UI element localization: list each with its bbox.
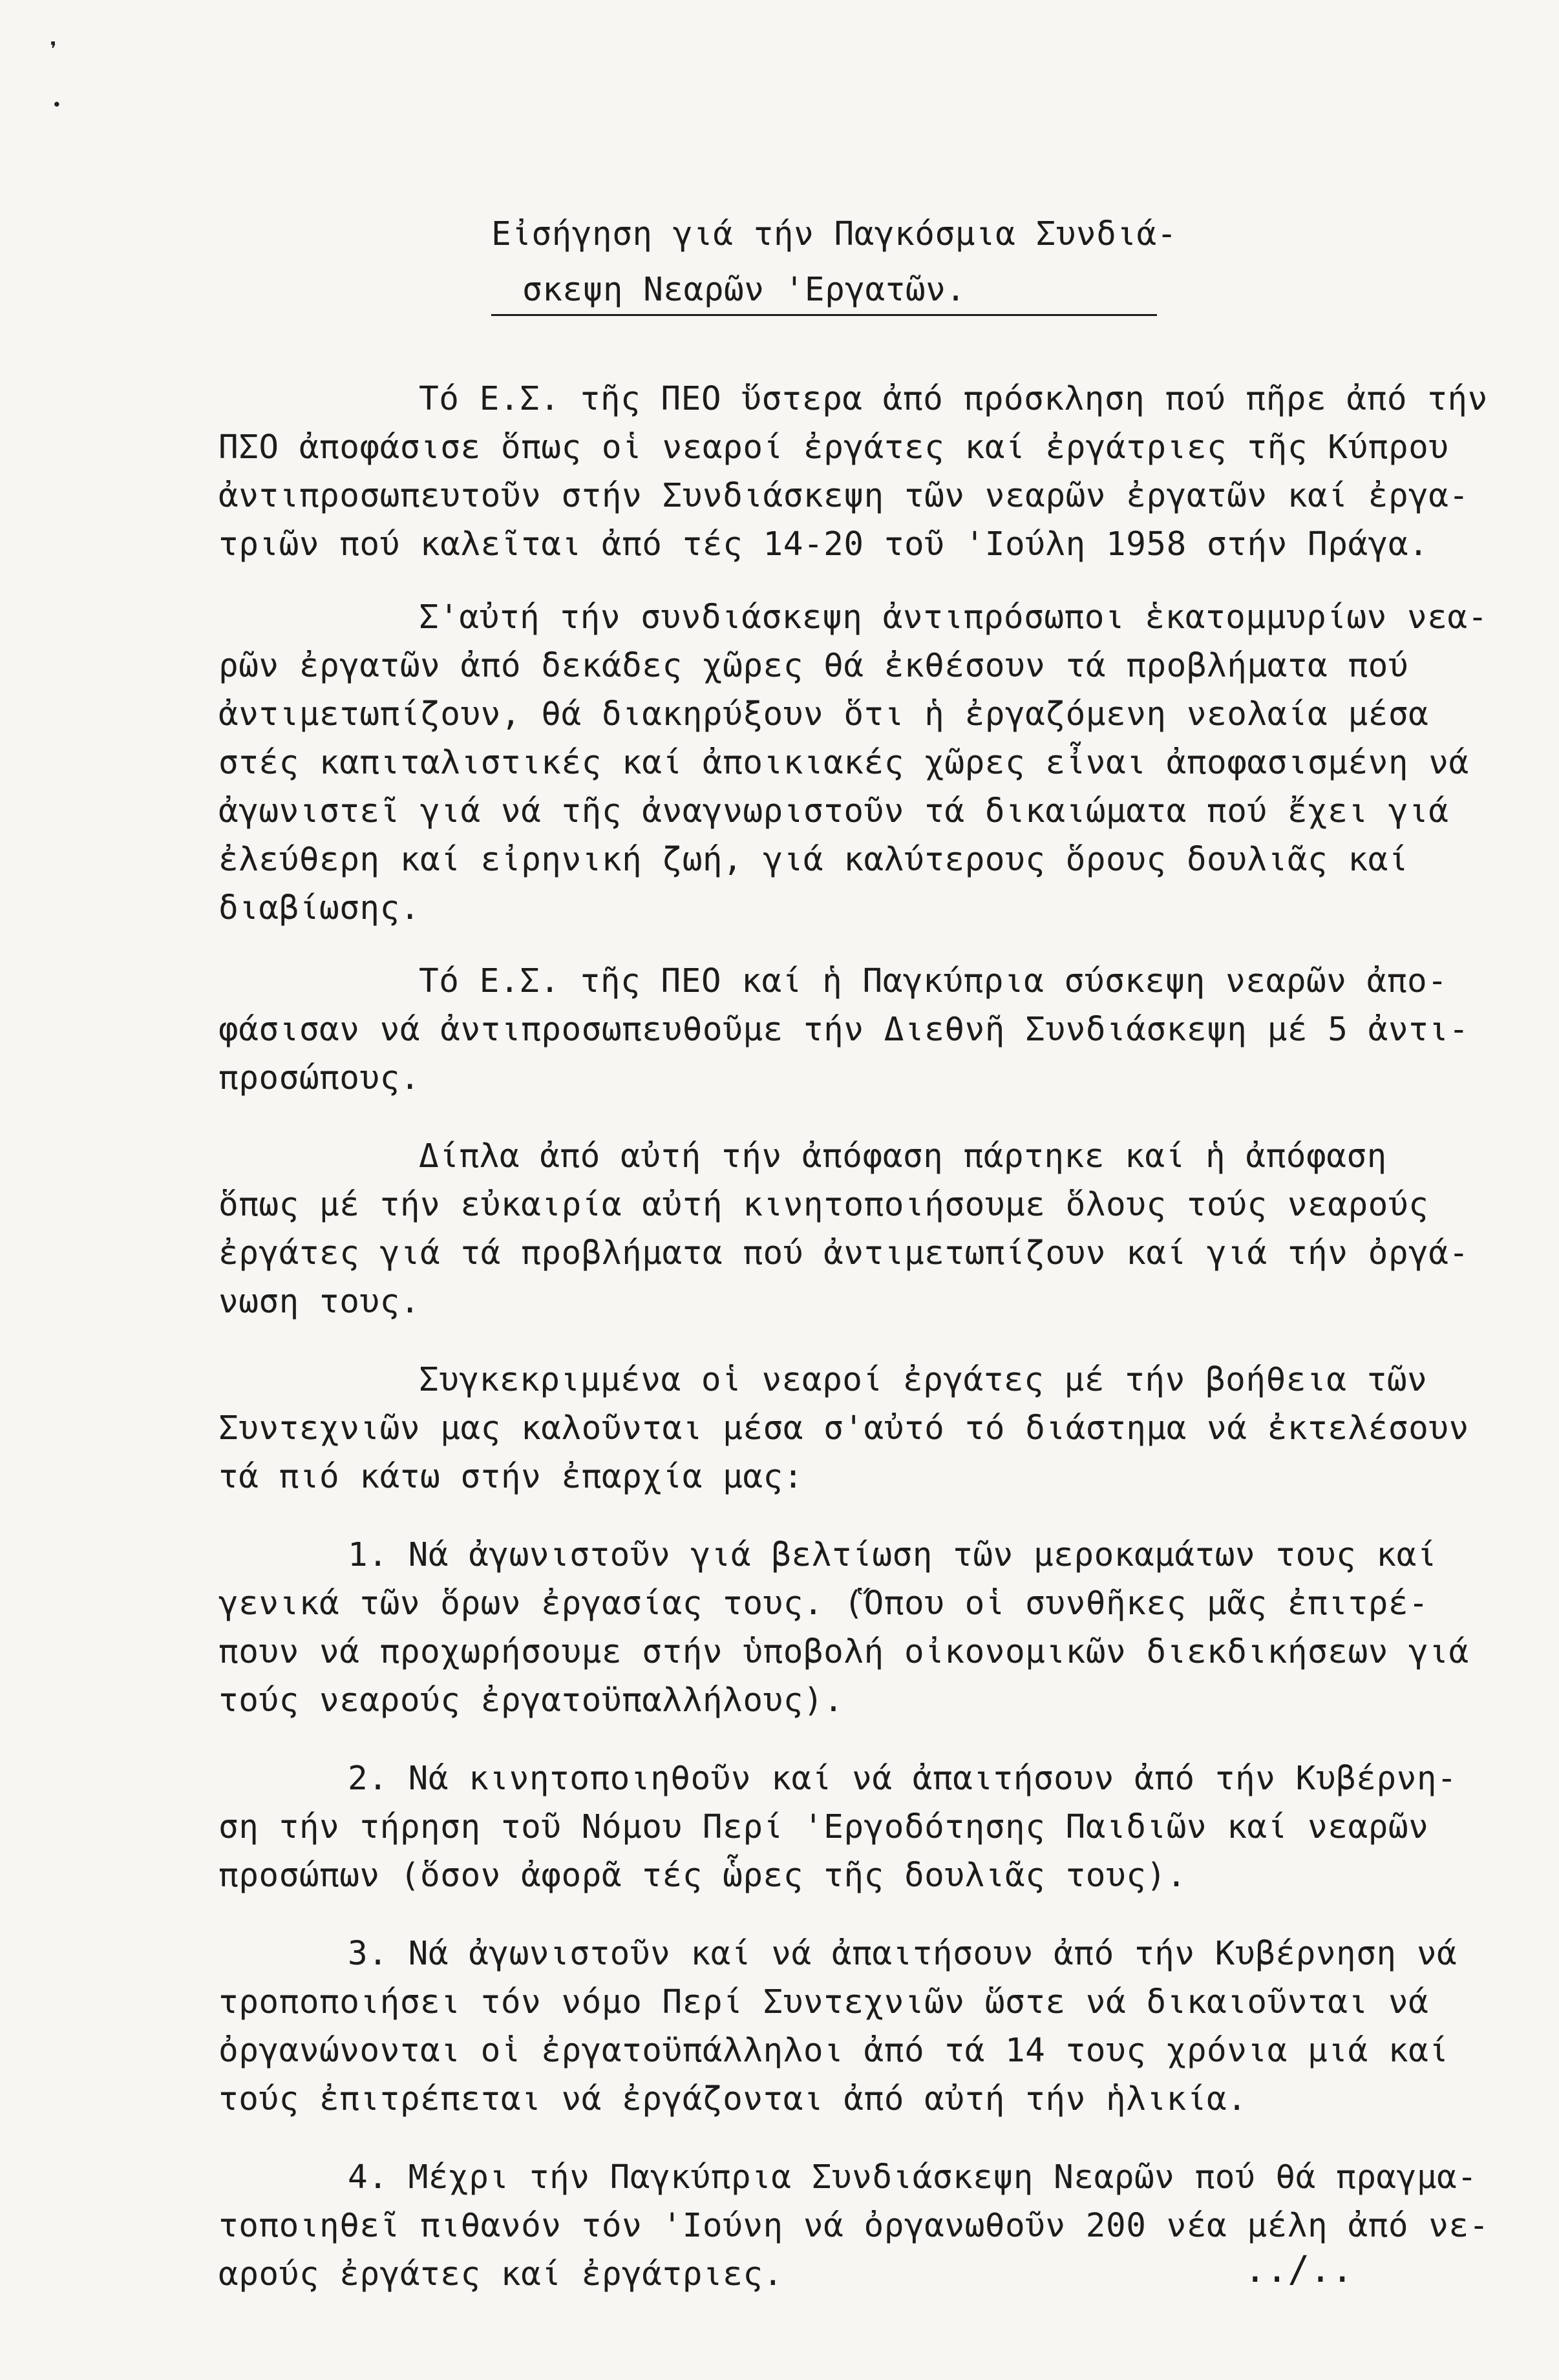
text-line: Συντεχνιῶν μας καλοῦνται μέσα σ'αὐτό τό διάστημα νά ἐκτελέσουν [218, 1409, 1469, 1448]
text-line: Δίπλα ἀπό αὐτή τήν ἀπόφαση πάρτηκε καί ἡ ἀπόφαση [419, 1137, 1387, 1175]
document-body [218, 375, 1489, 2299]
numbered-item [218, 1930, 1479, 2123]
text-line: αρούς ἐργάτες καί ἐργάτριες. [218, 2255, 783, 2293]
text-line: ἀγωνιστεῖ γιά νά τῆς ἀναγνωριστοῦν τά δικαιώματα πού ἔχει γιά [218, 792, 1449, 830]
text-line: στές καπιταλιστικές καί ἀποικιακές χῶρες εἶναι ἀποφασισμένη νά [218, 744, 1469, 782]
text-line: νωση τους. [218, 1283, 421, 1321]
paragraph [218, 375, 1488, 569]
text-line: Τό Ε.Σ. τῆς ΠΕΟ καί ἡ Παγκύπρια σύσκεψη νεαρῶν ἀπο- [419, 962, 1448, 1000]
text-line: Σ'αὐτή τήν συνδιάσκεψη ἀντιπρόσωποι ἑκατομμυρίων νεα- [419, 598, 1488, 637]
text-line: ἀντιμετωπίζουν, θά διακηρύξουν ὅτι ἡ ἐργαζόμενη νεολαία μέσα [218, 695, 1429, 733]
paragraph [218, 1356, 1479, 1501]
text-line: πουν νά προχωρήσουμε στήν ὑποβολή οἰκονομικῶν διεκδικήσεων γιά [218, 1633, 1469, 1671]
text-line: ΠΣΟ ἀποφάσισε ὅπως οἱ νεαροί ἐργάτες καί ἐργάτριες τῆς Κύπρου [218, 428, 1449, 467]
text-line: προσώπους. [218, 1059, 421, 1097]
text-line: τούς νεαρούς ἐργατοϋπαλλήλους). [218, 1681, 844, 1720]
scan-mark-top-left-dot: • [52, 96, 62, 115]
text-line: διαβίωσης. [218, 889, 421, 927]
paragraph [218, 1132, 1479, 1326]
text-line: γενικά τῶν ὅρων ἐργασίας τους. (Ὅπου οἱ συνθῆκες μᾶς ἐπιτρέ- [218, 1585, 1429, 1623]
text-line: προσώπων (ὅσον ἀφορᾶ τές ὧρες τῆς δουλιᾶς τους). [218, 1857, 1187, 1895]
text-line: ὀργανώνονται οἱ ἐργατοϋπάλληλοι ἀπό τά 14 τους χρόνια μιά καί [218, 2032, 1449, 2070]
text-line: 1. Νά ἀγωνιστοῦν γιά βελτίωση τῶν μεροκαμάτων τους καί [348, 1536, 1437, 1574]
text-line: ἐλεύθερη καί εἰρηνική ζωή, γιά καλύτερους ὅρους δουλιᾶς καί [218, 841, 1409, 879]
page-continuation-mark: ../.. [1244, 2249, 1353, 2291]
text-line: Συγκεκριμμένα οἱ νεαροί ἐργάτες μέ τήν βοήθεια τῶν [419, 1361, 1428, 1399]
text-line: 2. Νά κινητοποιηθοῦν καί νά ἀπαιτήσουν ἀπό τήν Κυβέρνη- [348, 1760, 1458, 1798]
text-line: τοποιηθεῖ πιθανόν τόν 'Ιούνη νά ὀργανωθοῦν 200 νέα μέλη ἀπό νε- [218, 2207, 1489, 2245]
text-line: ση τήν τήρηση τοῦ Νόμου Περί 'Εργοδότησης Παιδιῶν καί νεαρῶν [218, 1808, 1429, 1846]
paragraph [218, 957, 1479, 1102]
paragraph [218, 593, 1488, 932]
text-line: τριῶν πού καλεῖται ἀπό τές 14-20 τοῦ 'Ιούλη 1958 στήν Πράγα. [218, 525, 1429, 563]
text-line: ἐργάτες γιά τά προβλήματα πού ἀντιμετωπίζουν καί γιά τήν ὀργά- [218, 1234, 1469, 1272]
text-line: Τό Ε.Σ. τῆς ΠΕΟ ὕστερα ἀπό πρόσκληση πού πῆρε ἀπό τήν [419, 380, 1488, 418]
text-line: τά πιό κάτω στήν ἐπαρχία μας: [218, 1458, 803, 1496]
text-line: φάσισαν νά ἀντιπροσωπευθοῦμε τήν Διεθνῆ Συνδιάσκεψη μέ 5 ἀντι- [218, 1011, 1469, 1049]
numbered-item [218, 1754, 1479, 1900]
text-line: ὅπως μέ τήν εὐκαιρία αὐτή κινητοποιήσουμε ὅλους τούς νεαρούς [218, 1186, 1429, 1224]
title-line-2: σκεψη Νεαρῶν 'Εργατῶν. [522, 271, 966, 309]
text-line: ρῶν ἐργατῶν ἀπό δεκάδες χῶρες θά ἐκθέσουν τά προβλήματα πού [218, 647, 1409, 685]
text-line: ἀντιπροσωπευτοῦν στήν Συνδιάσκεψη τῶν νεαρῶν ἐργατῶν καί ἐργα- [218, 477, 1469, 515]
text-line: τροποποιήσει τόν νόμο Περί Συντεχνιῶν ὥστε νά δικαιοῦνται νά [218, 1983, 1429, 2021]
title-line-1: Εἰσήγηση γιά τήν Παγκόσμια Συνδιά- [491, 215, 1177, 253]
document-title [491, 207, 1202, 316]
text-line: τούς ἐπιτρέπεται νά ἐργάζονται ἀπό αὐτή τήν ἡλικία. [218, 2080, 1247, 2118]
numbered-item [218, 1531, 1479, 1725]
text-line: 3. Νά ἀγωνιστοῦν καί νά ἀπαιτήσουν ἀπό τήν Κυβέρνηση νά [348, 1935, 1458, 1973]
scan-mark-top-left: ❜ [45, 37, 61, 67]
text-line: 4. Μέχρι τήν Παγκύπρια Συνδιάσκεψη Νεαρῶν πού θά πραγμα- [348, 2158, 1478, 2196]
